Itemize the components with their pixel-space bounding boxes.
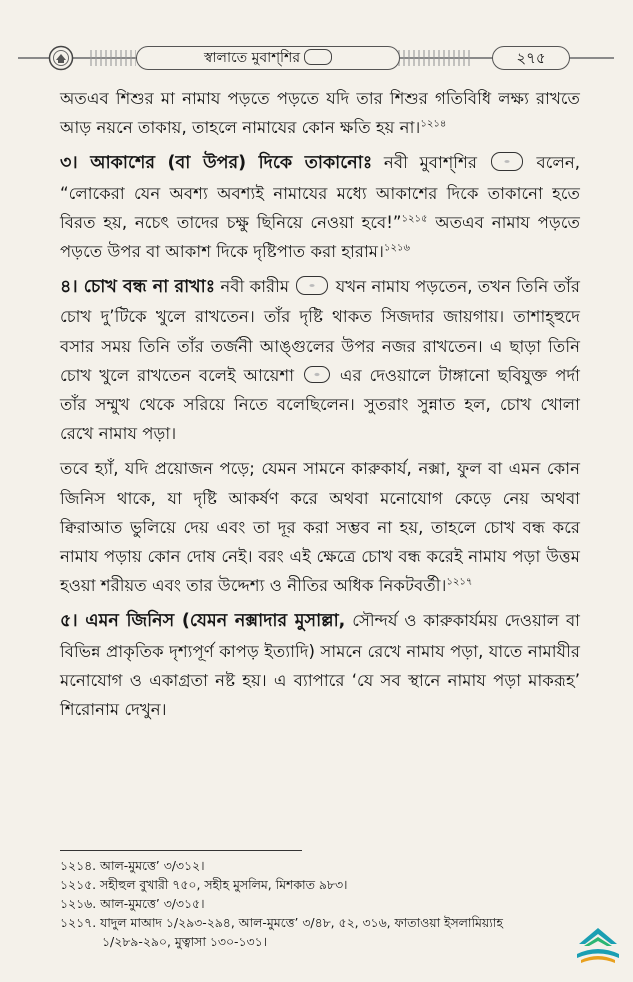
paragraph-2-text-b: বলেন, “লোকেরা যেন অবশ্য অবশ্যই নামাযের মধ্যে আকাশের দিকে তাকানো হতে বিরত হয়, নচেৎ তাদের চক্ষু ছিনিয়ে নেওয়া হবে!” <box>60 153 580 232</box>
paragraph-2 <box>60 148 580 266</box>
salutation-seal-icon <box>304 49 332 65</box>
paragraph-2-text-c: অতএব নামায পড়তে পড়তে উপর বা আকাশ দিকে দৃষ্টিপাত করা হারাম। <box>60 212 580 262</box>
footnote-rule <box>60 850 302 851</box>
running-header <box>18 44 614 72</box>
header-ornament-left <box>90 50 136 66</box>
radiallahu-seal-icon <box>304 366 330 383</box>
footnote-ref: ১২১৪ <box>420 118 447 130</box>
paragraph-3-text-a: নবী কারীম <box>215 277 295 297</box>
footnote-ref: ১২১৬ <box>383 242 410 254</box>
salutation-seal-icon <box>491 152 523 171</box>
paragraph-1 <box>60 84 580 142</box>
header-ornament-right <box>398 50 470 66</box>
footnote-ref: ১২১৭ <box>446 576 473 588</box>
paragraph-5-text: সৌন্দর্য ও কারুকার্যময় দেওয়াল বা বিভিন্ন প্রাকৃতিক দৃশ্যপূর্ণ কাপড় ইত্যাদি) সামনে রেখে নামায পড়া, যাতে নামাযীর মনোযোগ ও একাগ্রতা নষ্ট হয়। এ ব্যাপারে ‘যে সব স্থানে নামায পড়া মাকরূহ’ শিরোনাম দেখুন। <box>60 611 580 720</box>
footnote-1215: ১২১৫. সহীহুল বুখারী ৭৫০, সহীহ মুসলিম, মিশকাত ৯৮৩। <box>60 877 348 892</box>
main-text <box>60 84 580 724</box>
footnote-1214: ১২১৪. আল-মুমত্তে’ ৩/৩১২। <box>60 858 205 873</box>
book-emblem-icon <box>48 45 74 71</box>
paragraph-4-text: তবে হ্যাঁ, যদি প্রয়োজন পড়ে; যেমন সামনে কারুকার্য, নক্সা, ফুল বা এমন কোন জিনিস থাকে, যা দৃষ্টি আকর্ষণ করে অথবা মনোযোগ কেড়ে নেয় অথবা ক্বিরাআত ভুলিয়ে দেয় এবং তা দূর করা সম্ভব না হয়, তাহলে চোখ বন্ধ করে নামায পড়ায় কোন দোষ নেই। বরং এই ক্ষেত্রে চোখ বন্ধ করেই নামায পড়া উত্তম হওয়া শরীয়ত এবং তার উদ্দেশ্য ও নীতির অধিক নিকটবর্তী। <box>60 459 580 596</box>
page-number: ২৭৫ <box>492 46 570 70</box>
paragraph-3 <box>60 272 580 448</box>
header-title: স্বালাতে মুবাশ্‌শির <box>203 50 301 66</box>
paragraph-2-text-a: নবী মুবাশ্‌শির <box>372 153 489 173</box>
footnotes <box>60 856 580 951</box>
section-heading-4: ৪। চোখ বন্ধ না রাখাঃ <box>60 277 216 298</box>
section-heading-5: ৫। এমন জিনিস (যেমন নক্সাদার মুসাল্লা, <box>60 611 346 632</box>
paragraph-4 <box>60 454 580 600</box>
footnote-1217: ১২১৭. যাদুল মাআদ ১/২৯৩-২৯৪, আল-মুমত্তে’ ৩/৪৮, ৫২, ৩১৬, ফাতাওয়া ইসলামিয়্যাহ <box>60 915 503 930</box>
publisher-logo-icon <box>571 924 625 968</box>
footnote-ref: ১২১৫ <box>401 213 428 225</box>
footnote-1217-continued: ১/২৮৯-২৯০, মুত্বাসা ১৩০-১৩১। <box>102 934 268 949</box>
salutation-seal-icon <box>296 276 328 295</box>
footnote-1216: ১২১৬. আল-মুমত্তে’ ৩/৩১৫। <box>60 896 205 911</box>
paragraph-3-text-b: যখন নামায পড়তেন, তখন তিনি তাঁর চোখ দু’টিকে খুলে রাখতেন। তাঁর দৃষ্টি থাকত সিজদার জায়গায়। তাশাহ্হুদে বসার সময় তিনি তাঁর তর্জনী আঙ্গুলের উপর নজর রাখতেন। এ ছাড়া তিনি চোখ খুলে রাখতেন বলেই আয়েশা <box>60 277 580 385</box>
section-heading-3: ৩। আকাশের (বা উপর) দিকে তাকানোঃ <box>60 153 373 174</box>
paragraph-3-text-c: এর দেওয়ালে টাঙ্গানো ছবিযুক্ত পর্দা তাঁর সম্মুখ থেকে সরিয়ে নিতে বলেছিলেন। সুতরাং সুন্নাত হল, চোখ খোলা রেখে নামায পড়া। <box>60 365 580 444</box>
paragraph-1-text: অতএব শিশুর মা নামায পড়তে পড়তে যদি তার শিশুর গতিবিধি লক্ষ্য রাখতে আড় নয়নে তাকায়, তাহলে নামাযের কোন ক্ষতি হয় না। <box>60 89 580 138</box>
paragraph-5 <box>60 606 580 724</box>
header-title-box <box>136 46 400 70</box>
